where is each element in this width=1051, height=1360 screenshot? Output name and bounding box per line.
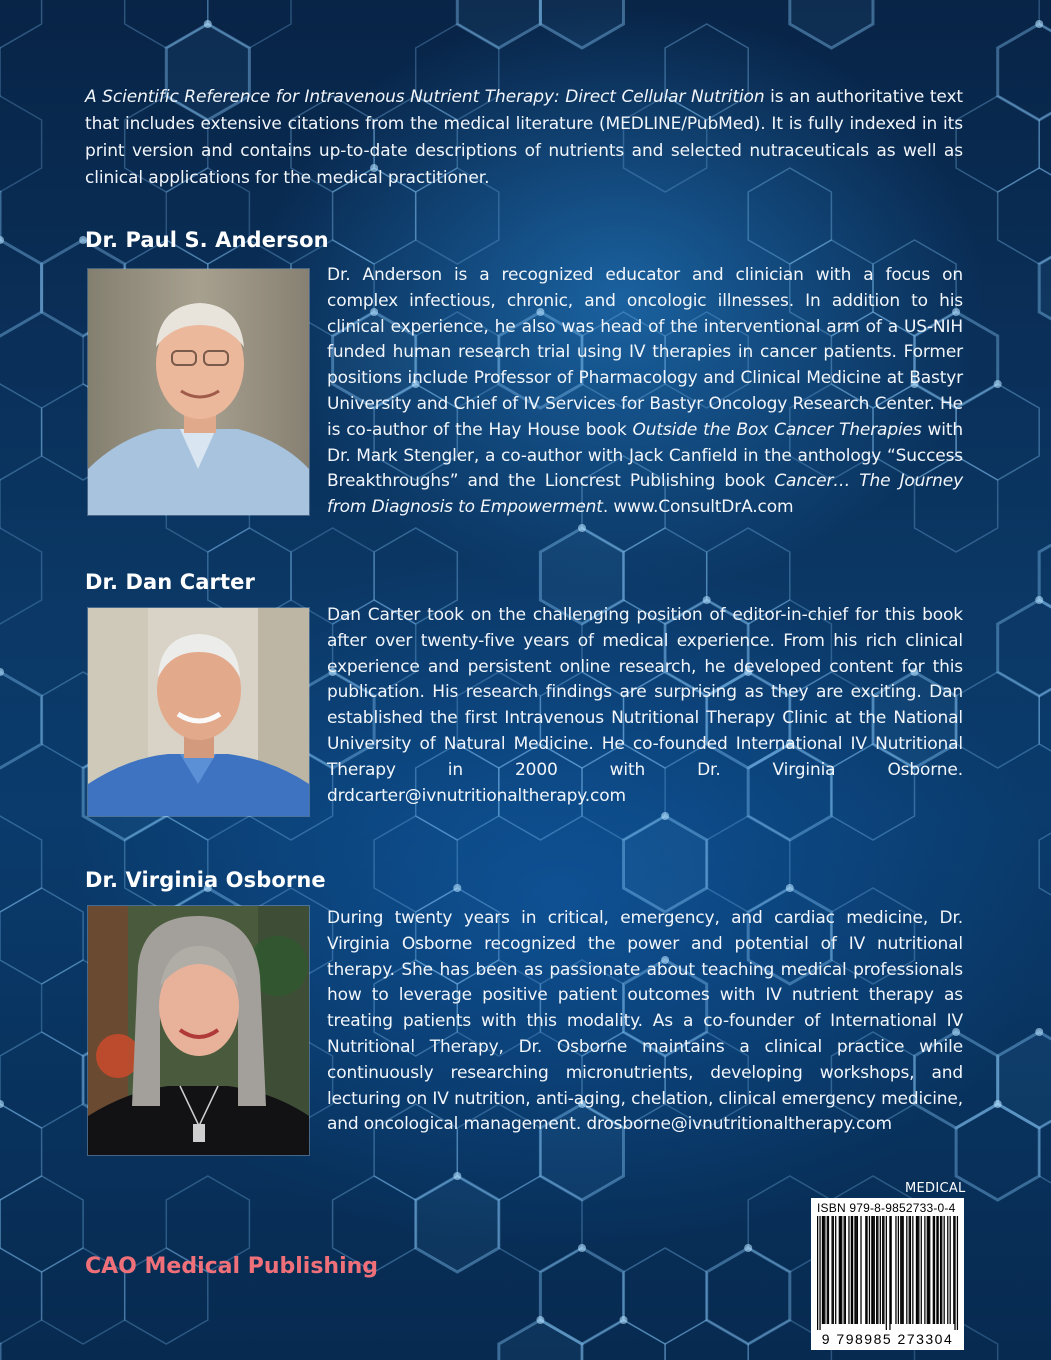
barcode-bar [934,1216,935,1324]
barcode-bar [924,1216,925,1324]
hexagon-shape [0,816,42,912]
hexagon-shape [998,24,1051,120]
bio-text: Dr. Anderson is a recognized educator and clinician with a focus on complex infectious, chronic, and oncologic illnesses. In addition to his clinical experience, he also was head of the interventional arm of a US-NIH funded human research trial using IV therapies in cancer patients. Former positions include Professor of Pharmacology and Clinical Medicine at Bastyr University and Chief of IV Services for Bastyr Oncology Research Center. He is co-author of the Hay House book [327,265,963,440]
hexagon-shape [956,672,1039,768]
barcode-bar [909,1216,910,1324]
barcode-bar [889,1216,890,1330]
hexagon-shape [374,816,457,912]
hexagon-shape [998,1032,1051,1128]
author-photo-anderson [87,268,310,516]
barcode-bar [822,1216,823,1324]
publisher-name: CAO Medical Publishing [85,1254,379,1279]
hexagon-shape [457,0,540,48]
barcode-bar [839,1216,840,1324]
barcode-bar [957,1216,958,1330]
barcode-bar [882,1216,883,1324]
hexagon-shape [0,96,42,192]
barcode-bar [912,1216,913,1324]
barcode-bar [828,1216,829,1324]
isbn-barcode [811,1198,964,1350]
barcode-bar [860,1216,861,1324]
barcode-bar [895,1216,896,1324]
barcode-bar [954,1216,955,1330]
barcode-bar [940,1216,941,1324]
bio-text: . www.ConsultDrA.com [602,497,794,518]
hexagon-shape [624,816,707,912]
hexagon-shape [956,384,1039,480]
book-title-cancer-journey: Cancer… The Journey from Diagnosis to Empowerment [327,471,963,518]
barcode-bar [872,1216,873,1324]
barcode-bar [845,1216,846,1324]
barcode-bar [824,1216,825,1324]
barcode-bar [844,1216,845,1324]
network-node [1035,596,1043,604]
barcode-bar [851,1216,852,1324]
author-bio-anderson [327,263,963,521]
barcode-bar [927,1216,928,1324]
barcode-bar [938,1216,939,1324]
network-node [661,812,669,820]
barcode-bar [854,1216,855,1324]
barcode-bar [835,1216,836,1324]
author-bio-osborne: During twenty years in critical, emergency, and cardiac medicine, Dr. Virginia Osborne recognized the power and potential of IV nutritional therapy. She has been as passionate about teaching medical professionals how to leverage positive patient outcomes with IV nutrient therapy as treating patients with this modality. As a co-founder of International IV Nutritional Therapy, Dr. Osborne maintains a clinical practice while continuously researching micronutrients, developing workshops, and lecturing on IV nutrition, anti-aging, chelation, clinical emergency medicine, and oncological management. drosborne@ivnutritionaltherapy.com [327,908,963,1135]
barcode-bar [891,1216,892,1324]
network-node [744,1244,752,1252]
barcode-bar [876,1216,877,1324]
barcode-bar [947,1216,948,1324]
network-node [204,20,212,28]
author-name-carter: Dr. Dan Carter [85,570,255,594]
book-description-text: is an authoritative text that includes extensive citations from the medical literature (MEDLINE/PubMed). It is fully indexed in its print version and contains up-to-date descriptions of nutrients and selected nutraceuticals as well as clinical applications for the medical practitioner. [85,87,963,188]
network-node [786,884,794,892]
network-node [994,1100,1002,1108]
barcode-bars [815,1216,960,1330]
network-node [1035,1028,1043,1036]
hexagon-shape [0,384,42,480]
hexagon-shape [998,600,1051,696]
barcode-bar [819,1216,820,1330]
barcode-bar [900,1216,901,1324]
barcode-bar [953,1216,954,1324]
network-node [1035,20,1043,28]
hexagon-shape [540,0,623,48]
author-photo-carter [87,607,310,817]
hexagon-shape [1039,240,1051,336]
barcode-bar [929,1216,930,1324]
barcode-bar [827,1216,828,1324]
barcode-bar [852,1216,853,1324]
barcode-bar [856,1216,857,1324]
network-node [453,884,461,892]
author-photo-osborne [87,905,310,1156]
barcode-bar [916,1216,917,1324]
hexagon-shape [416,1176,499,1272]
network-node [536,1316,544,1324]
hexagon-shape [1039,816,1051,912]
isbn-number: ISBN 979-8-9852733-0-4 [817,1201,956,1215]
network-node [578,1244,586,1252]
barcode-bar [831,1216,832,1324]
barcode-bar [840,1216,841,1324]
barcode-bar [944,1216,945,1324]
network-node [578,524,586,532]
hexagon-shape [0,1104,42,1200]
barcode-bar [928,1216,929,1324]
barcode-bar [865,1216,866,1324]
network-node [620,1316,628,1324]
book-description [85,84,963,192]
author-bio-carter: Dan Carter took on the challenging position of editor-in-chief for this book after over twenty-five years of medical experience. From his rich clinical experience and persistent online research, he developed content for this publication. His research findings are surprising as they are exciting. Dan established the first Intravenous Nutritional Therapy Clinic at the National University of Natural Medicine. He co-founded International IV Nutritional Therapy in 2000 with Dr. Virginia Osborne. drdcarter@ivnutritionaltherapy.com [327,605,963,806]
barcode-bar [906,1216,907,1324]
hexagon-shape [998,168,1051,264]
hexagon-shape [0,1176,83,1272]
book-title-outside-the-box: Outside the Box Cancer Therapies [632,419,922,440]
barcode-bar [903,1216,904,1324]
barcode-bar [877,1216,878,1324]
hexagon-shape [1039,528,1051,624]
hexagon-shape [0,1248,42,1344]
hexagon-shape [0,1032,83,1128]
hexagon-shape [0,528,42,624]
barcode-bar [910,1216,911,1324]
hexagon-shape [956,96,1039,192]
barcode-bar [917,1216,918,1324]
network-node [994,380,1002,388]
author-name-osborne: Dr. Virginia Osborne [85,868,326,892]
barcode-bar [841,1216,842,1324]
barcode-bar [941,1216,942,1324]
hexagon-shape [665,1320,748,1360]
barcode-bar [921,1216,922,1324]
barcode-bar [933,1216,934,1324]
hexagon-shape [1039,672,1051,768]
network-node [453,1172,461,1180]
barcode-bar [874,1216,875,1324]
hexagon-shape [0,672,42,768]
hexagon-shape [624,1248,707,1344]
hexagon-shape [0,0,42,48]
barcode-bar [871,1216,872,1324]
barcode-bar [918,1216,919,1324]
barcode-bar [898,1216,899,1324]
hexagon-shape [790,0,873,48]
barcode-bar [936,1216,937,1324]
category-label: MEDICAL [905,1181,966,1196]
hexagon-shape [499,1320,582,1360]
bio-text: with Dr. Mark Stengler, a co-author with Jack Canfield in the anthology “Success Breakthroughs” and the Lioncrest Publishing book [327,419,963,492]
hexagon-shape [707,1248,790,1344]
barcode-bar [950,1216,951,1324]
barcode-bar [857,1216,858,1324]
barcode-bar [823,1216,824,1324]
barcode-bar [869,1216,870,1324]
barcode-bar [866,1216,867,1324]
hexagon-shape [0,240,42,336]
barcode-bar [883,1216,884,1324]
barcode-bar [901,1216,902,1324]
barcode-bar [817,1216,818,1330]
hexagon-shape [707,816,790,912]
hexagon-shape [582,1320,665,1360]
barcode-bar [880,1216,881,1324]
barcode-bar [848,1216,849,1324]
barcode-digits: 9 798985 273304 [821,1331,954,1347]
hexagon-shape [1039,96,1051,192]
barcode-bar [886,1216,887,1330]
book-title: A Scientific Reference for Intravenous Nutrient Therapy: Direct Cellular Nutrition [85,87,765,107]
author-name-anderson: Dr. Paul S. Anderson [85,228,329,252]
barcode-bar [833,1216,834,1324]
hexagon-shape [0,888,83,984]
